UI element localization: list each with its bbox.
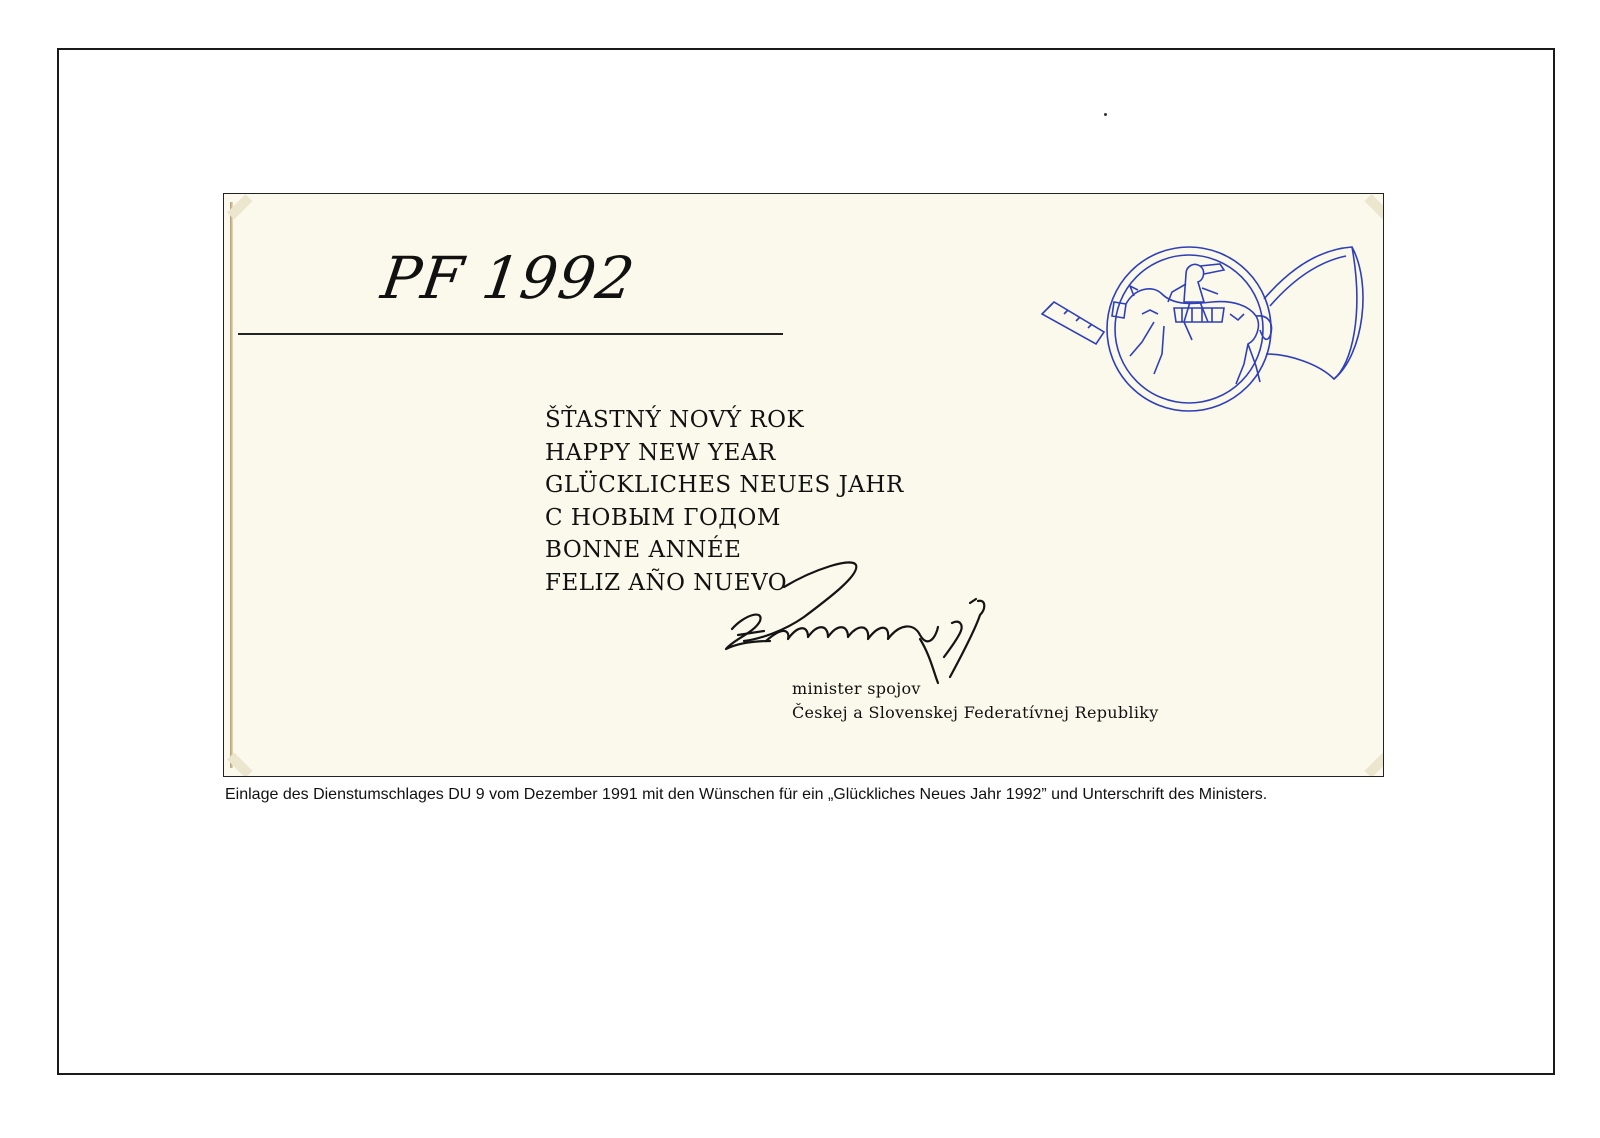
- posthorn-with-rider-emblem: [1034, 244, 1369, 419]
- greeting-russian: С НОВЫМ ГОДОМ: [545, 504, 781, 531]
- pf-title: PF 1992: [377, 244, 640, 312]
- signer-title: minister spojov: [792, 679, 921, 698]
- mount-corner-bottom-left: [227, 734, 271, 777]
- signer-organization: Českej a Slovenskej Federatívnej Republiky: [792, 703, 1159, 722]
- mount-corner-top-right: [1346, 194, 1384, 238]
- album-caption: Einlage des Dienstumschlages DU 9 vom Dezember 1991 mit den Wünschen für ein „Glückliches Neues Jahr 1992” und Unterschrift des Ministers.: [225, 786, 1268, 803]
- title-underline: [238, 333, 783, 335]
- greeting-slovak: ŠŤASTNÝ NOVÝ ROK: [545, 407, 805, 433]
- mount-corner-top-left: [227, 194, 271, 238]
- minister-signature: [724, 559, 1084, 689]
- greeting-spanish: FELIZ AÑO NUEVO: [545, 569, 788, 596]
- card-left-edge: [230, 202, 233, 768]
- greeting-card: [223, 193, 1384, 777]
- greeting-german: GLÜCKLICHES NEUES JAHR: [545, 472, 904, 499]
- greeting-french: BONNE ANNÉE: [545, 537, 742, 564]
- greeting-english: HAPPY NEW YEAR: [545, 439, 776, 466]
- mount-corner-bottom-right: [1346, 734, 1384, 777]
- dust-speck: [1104, 113, 1107, 116]
